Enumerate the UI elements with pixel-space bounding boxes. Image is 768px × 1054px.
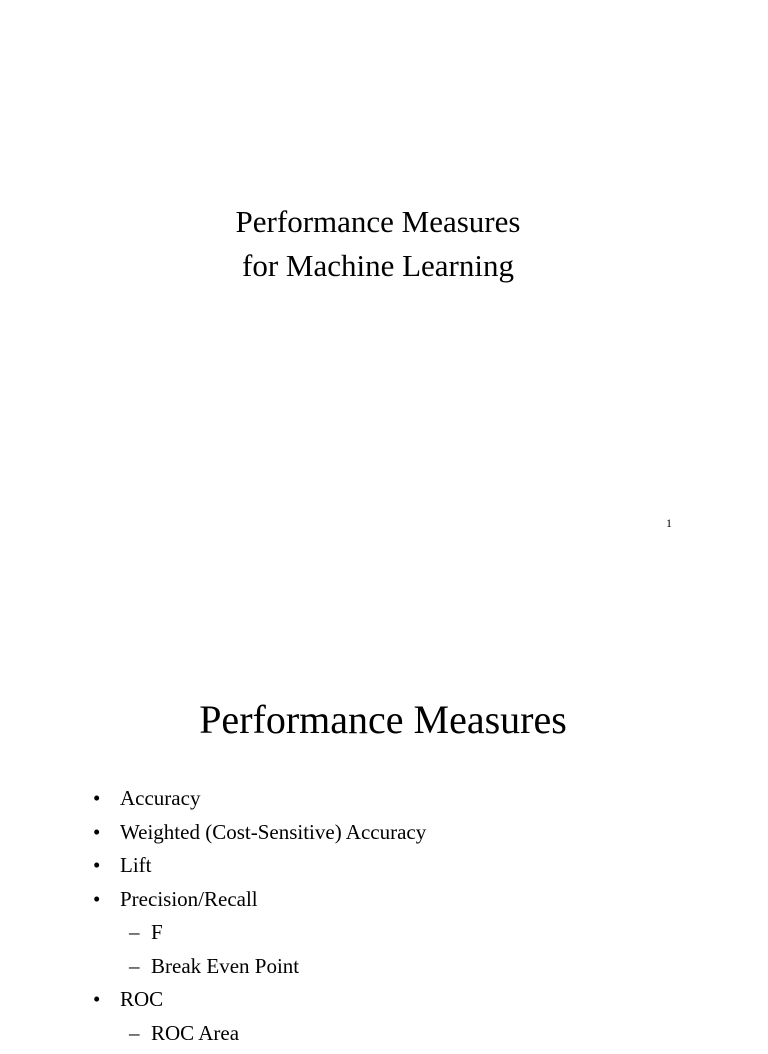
slide-2-title: Performance Measures xyxy=(0,695,766,745)
bullet-marker: • xyxy=(93,853,100,877)
dash-marker: – xyxy=(129,920,140,944)
bullet-item-roc xyxy=(90,987,426,1021)
bullet-item-weighted-accuracy xyxy=(90,820,426,854)
bullet-text: ROC Area xyxy=(151,1021,239,1045)
bullet-text: Accuracy xyxy=(120,786,200,810)
bullet-text: Weighted (Cost-Sensitive) Accuracy xyxy=(120,820,426,844)
bullet-text: Lift xyxy=(120,853,152,877)
dash-marker: – xyxy=(129,1021,140,1045)
bullet-marker: • xyxy=(93,820,100,844)
sub-bullet-item-roc-area xyxy=(90,1021,426,1054)
bullet-marker: • xyxy=(93,887,100,911)
bullet-item-precision-recall xyxy=(90,887,426,921)
slide-2 xyxy=(0,576,768,1024)
bullet-item-accuracy xyxy=(90,786,426,820)
bullet-item-lift xyxy=(90,853,426,887)
sub-bullet-item-break-even-point xyxy=(90,954,426,988)
bullet-text: F xyxy=(151,920,163,944)
bullet-list xyxy=(90,786,426,1054)
slide-1-title xyxy=(0,200,756,288)
page-number: 1 xyxy=(666,516,672,531)
bullet-marker: • xyxy=(93,786,100,810)
sub-bullet-item-f xyxy=(90,920,426,954)
bullet-marker: • xyxy=(93,987,100,1011)
slide-1-title-line-2: for Machine Learning xyxy=(0,244,756,288)
slide-1-title-line-1: Performance Measures xyxy=(0,200,756,244)
bullet-text: Precision/Recall xyxy=(120,887,258,911)
bullet-text: Break Even Point xyxy=(151,954,299,978)
dash-marker: – xyxy=(129,954,140,978)
bullet-text: ROC xyxy=(120,987,163,1011)
